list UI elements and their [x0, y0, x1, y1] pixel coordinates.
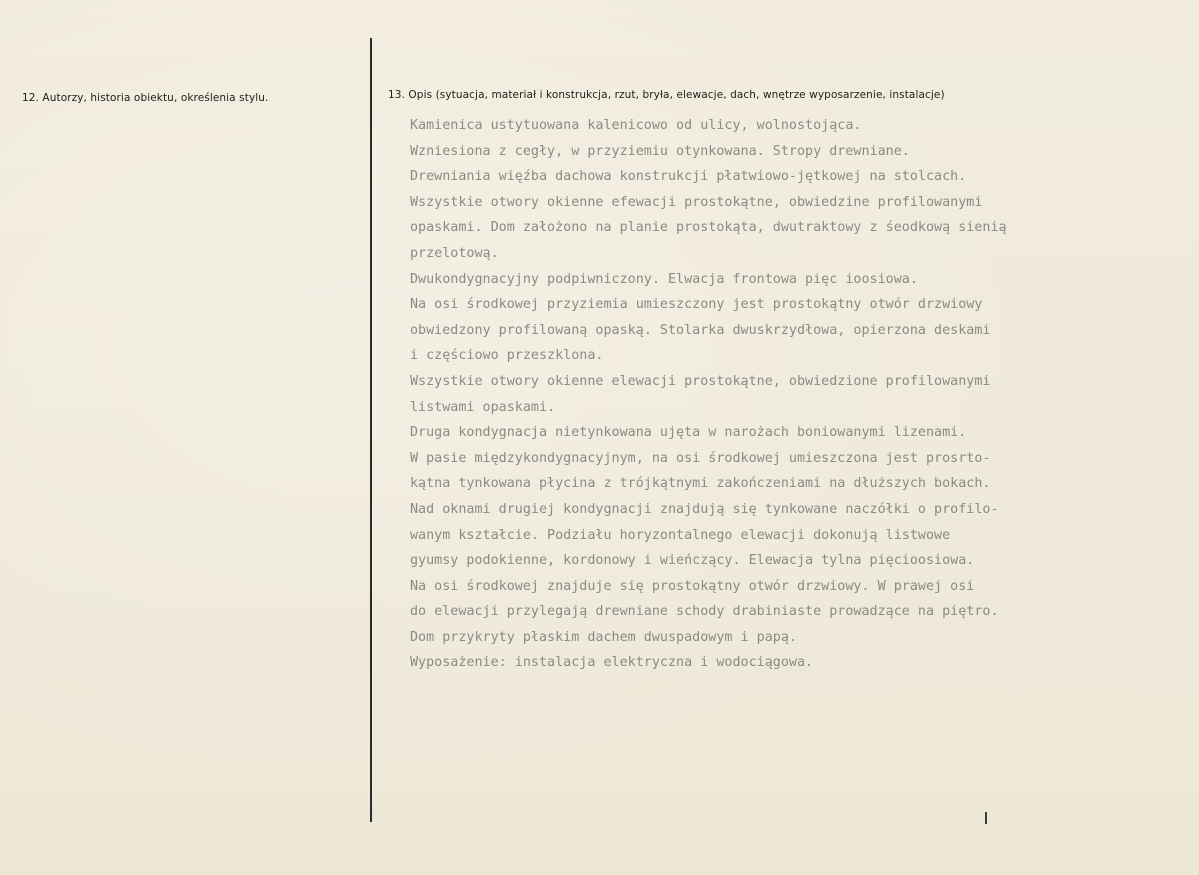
description-line: kątna tynkowana płycina z trójkątnymi zakończeniami na dłuższych bokach. [410, 476, 991, 492]
description-line: listwami opaskami. [410, 399, 556, 415]
description-line: Wszystkie otwory okienne efewacji prostokątne, obwiedzine profilowanymi [410, 194, 983, 210]
description-line: Kamienica ustytuowana kalenicowo od ulicy, wolnostojąca. [410, 118, 862, 133]
column-divider [370, 38, 372, 822]
description-line: opaskami. Dom założono na planie prostokąta, dwutraktowy z śeodkową sienią [410, 220, 1007, 236]
scan-mark [985, 812, 987, 824]
section-13-heading: 13. Opis (sytuacja, materiał i konstrukcja, rzut, bryła, elewacje, dach, wnętrze wyposarzenie, instalacje) [388, 89, 945, 101]
description-line: Dwukondygnacyjny podpiwniczony. Elwacja frontowa pięc ioosiowa. [410, 271, 918, 287]
description-line: Nad oknami drugiej kondygnacji znajdują się tynkowane naczółki o profilo- [410, 501, 999, 517]
description-line: Druga kondygnacja nietynkowana ujęta w narożach boniowanymi lizenami. [410, 425, 967, 441]
description-line: Na osi środkowej przyziemia umieszczony jest prostokątny otwór drzwiowy [410, 297, 983, 313]
description-line: Wzniesiona z cegły, w przyziemiu otynkowana. Stropy drewniane. [410, 143, 910, 159]
section-12-heading: 12. Autorzy, historia obiektu, określenia stylu. [22, 92, 269, 104]
description-line: Wyposażenie: instalacja elektryczna i wodociągowa. [410, 655, 814, 671]
description-line: gyumsy podokienne, kordonowy i wieńczący. Elewacja tylna pięcioosiowa. [410, 553, 975, 569]
description-line: Drewniania więźba dachowa konstrukcji płatwiowo-jętkowej na stolcach. [410, 169, 967, 185]
description-line: obwiedzony profilowaną opaską. Stolarka dwuskrzydłowa, opierzona deskami [410, 322, 991, 338]
description-line: i częściowo przeszklona. [410, 348, 604, 364]
description-line: wanym kształcie. Podziału horyzontalnego elewacji dokonują listwowe [410, 527, 951, 543]
description-line: do elewacji przylegają drewniane schody drabiniaste prowadzące na piętro. [410, 604, 999, 620]
description-line: Dom przykryty płaskim dachem dwuspadowym i papą. [410, 629, 797, 645]
description-line: przelotową. [410, 245, 499, 261]
description-text [410, 113, 1190, 676]
description-line: Na osi środkowej znajduje się prostokątny otwór drzwiowy. W prawej osi [410, 578, 975, 594]
description-line: W pasie międzykondygnacyjnym, na osi środkowej umieszczona jest prosrto- [410, 450, 991, 466]
description-line: Wszystkie otwory okienne elewacji prostokątne, obwiedzione profilowanymi [410, 373, 991, 389]
